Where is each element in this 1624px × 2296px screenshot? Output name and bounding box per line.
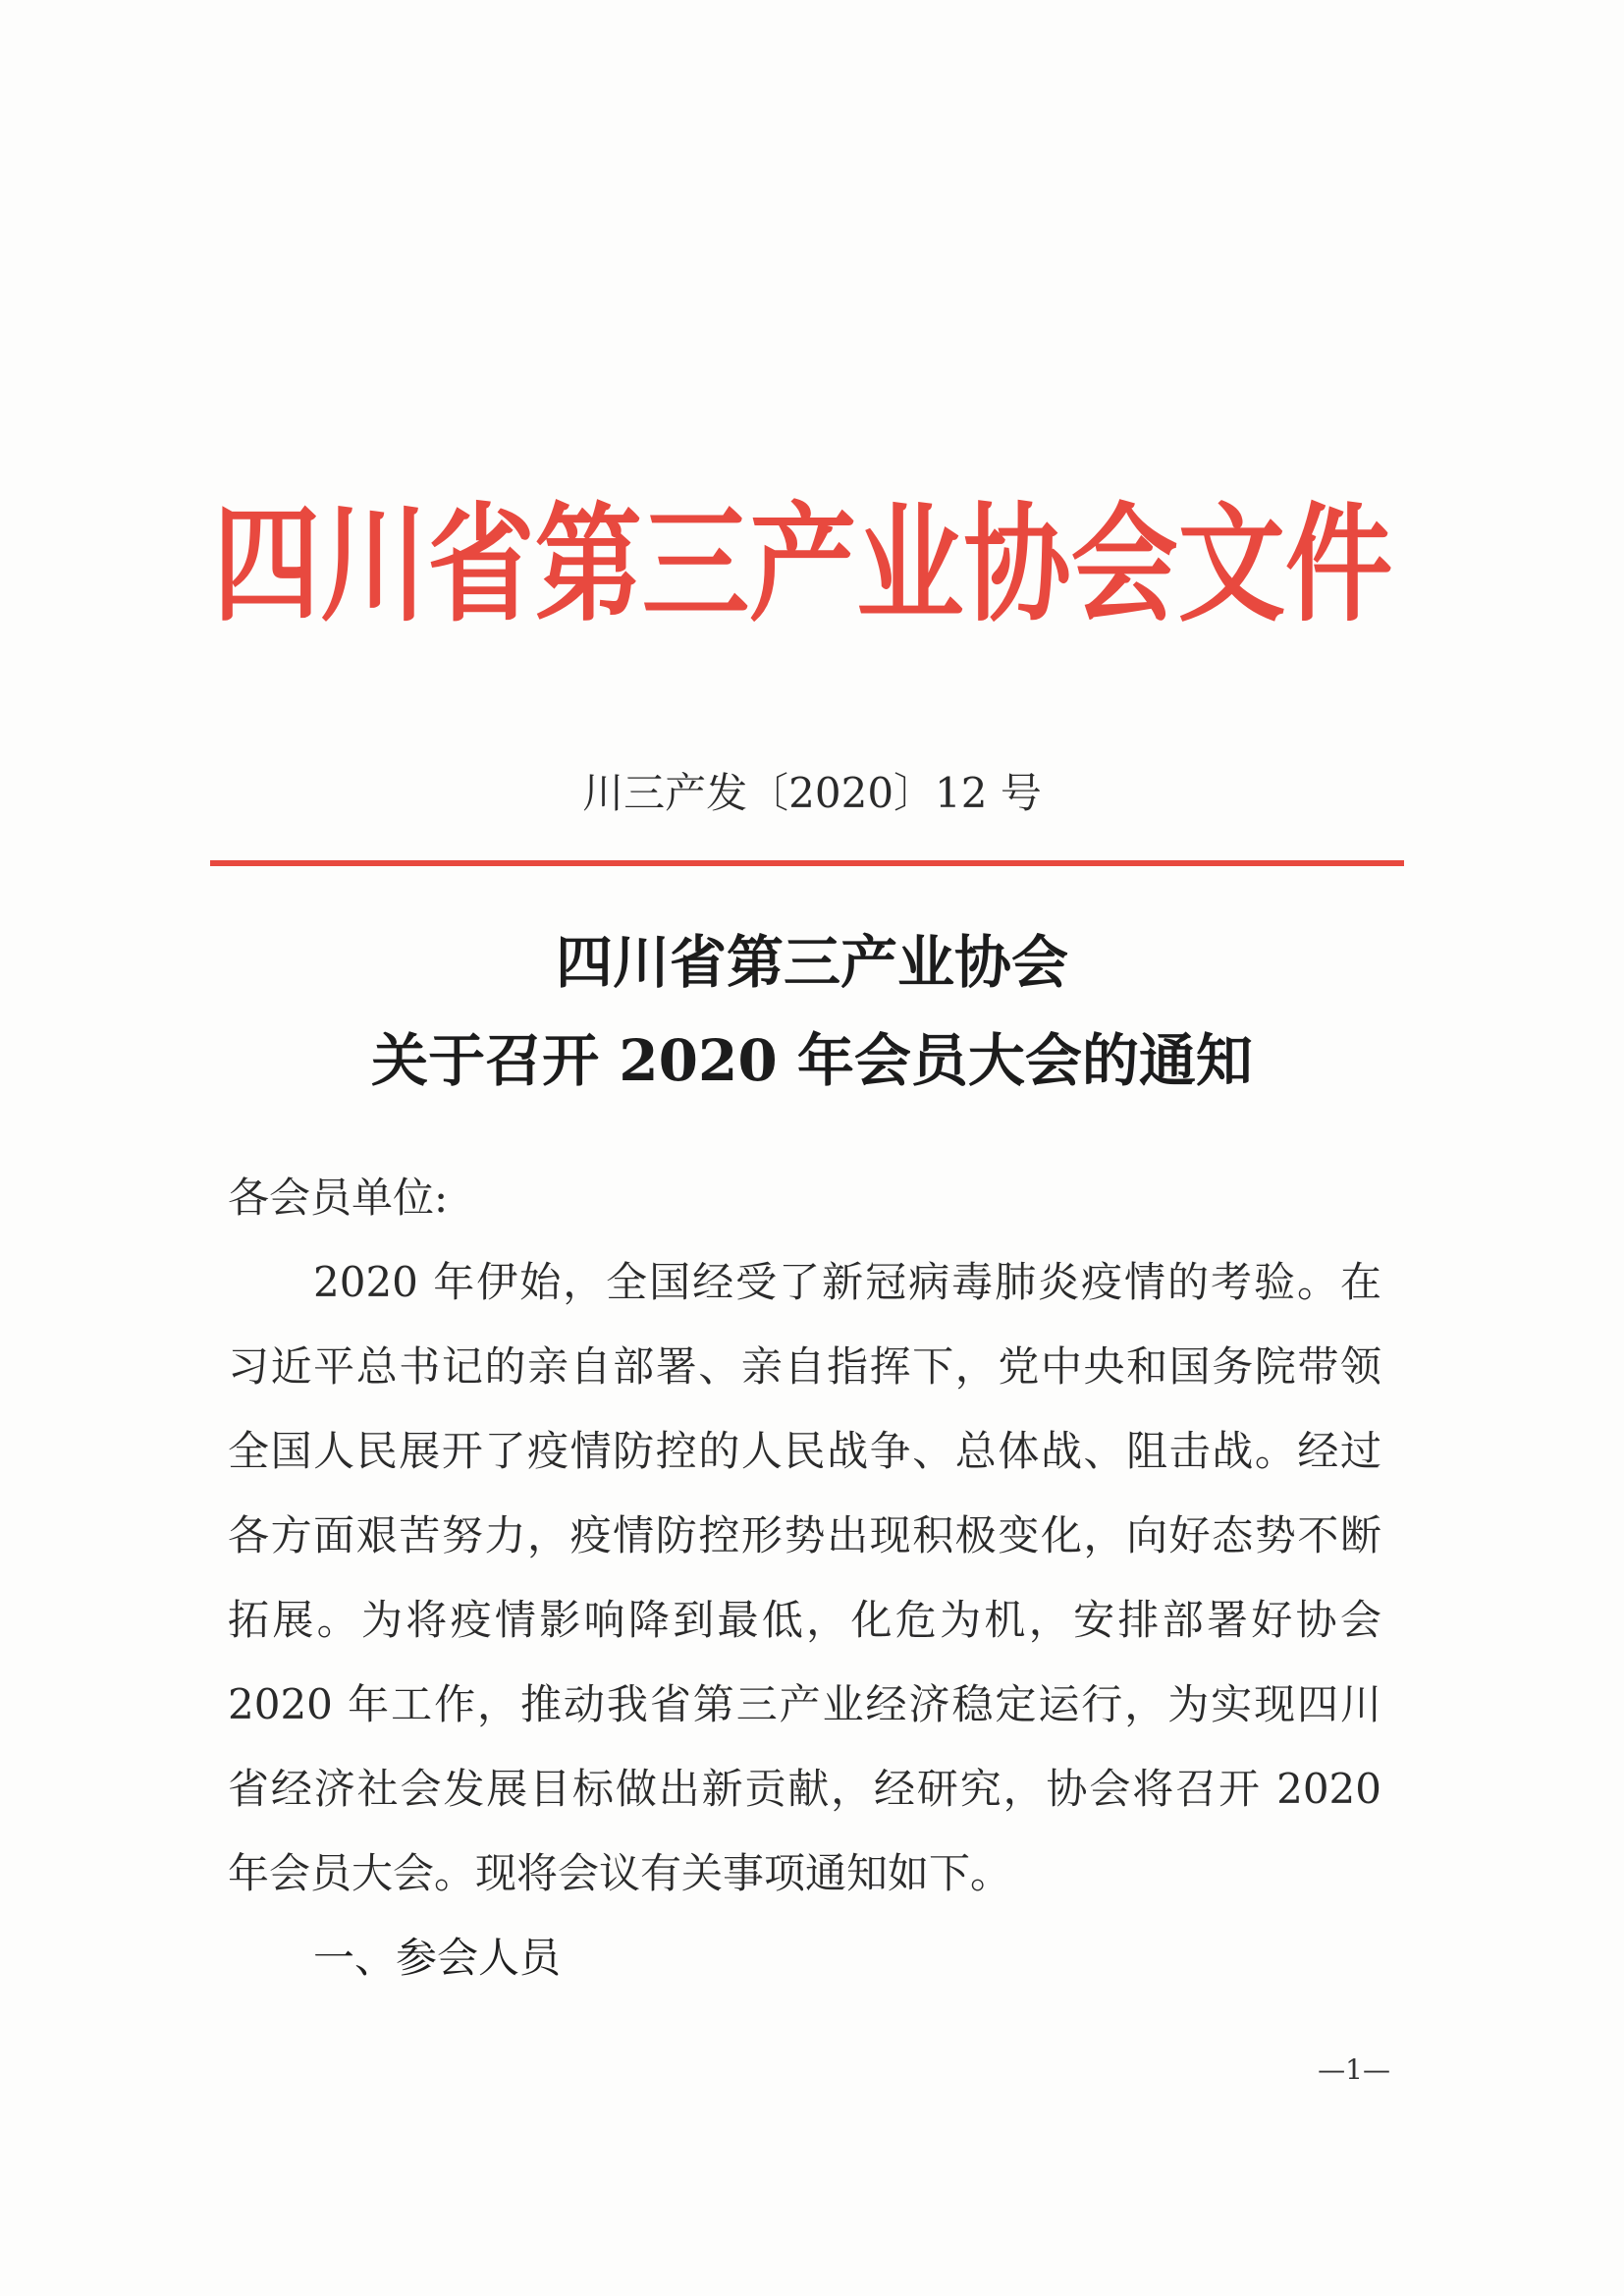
red-separator-line: [210, 860, 1404, 866]
notice-body: [228, 1156, 1381, 2000]
issuing-organization-header: 四川省第三产业协会文件: [213, 489, 1393, 639]
body-line-1: 2020 年伊始，全国经受了新冠病毒肺炎疫情的考验。在: [313, 1258, 1381, 1306]
body-line-5: 拓展。为将疫情影响降到最低，化危为机，安排部署好协会: [228, 1596, 1381, 1644]
body-line-7: 省经济社会发展目标做出新贡献，经研究，协会将召开 2020: [228, 1765, 1381, 1813]
notice-title-line-1: 四川省第三产业协会: [555, 929, 1068, 996]
body-line-6: 2020 年工作，推动我省第三产业经济稳定运行，为实现四川: [228, 1680, 1381, 1728]
body-line-4: 各方面艰苦努力，疫情防控形势出现积极变化，向好态势不断: [228, 1511, 1381, 1559]
section-heading-attendees: 一、参会人员: [313, 1934, 562, 1982]
page-number: —1—: [1318, 2053, 1390, 2086]
body-line-8: 年会员大会。现将会议有关事项通知如下。: [228, 1849, 1012, 1897]
notice-title-line-2: 关于召开 2020 年会员大会的通知: [371, 1027, 1253, 1094]
body-line-3: 全国人民展开了疫情防控的人民战争、总体战、阻击战。经过: [228, 1427, 1381, 1475]
salutation: 各会员单位:: [228, 1174, 449, 1222]
body-line-2: 习近平总书记的亲自部署、亲自指挥下，党中央和国务院带领: [228, 1342, 1381, 1391]
document-number: 川三产发〔2020〕12 号: [582, 769, 1042, 817]
